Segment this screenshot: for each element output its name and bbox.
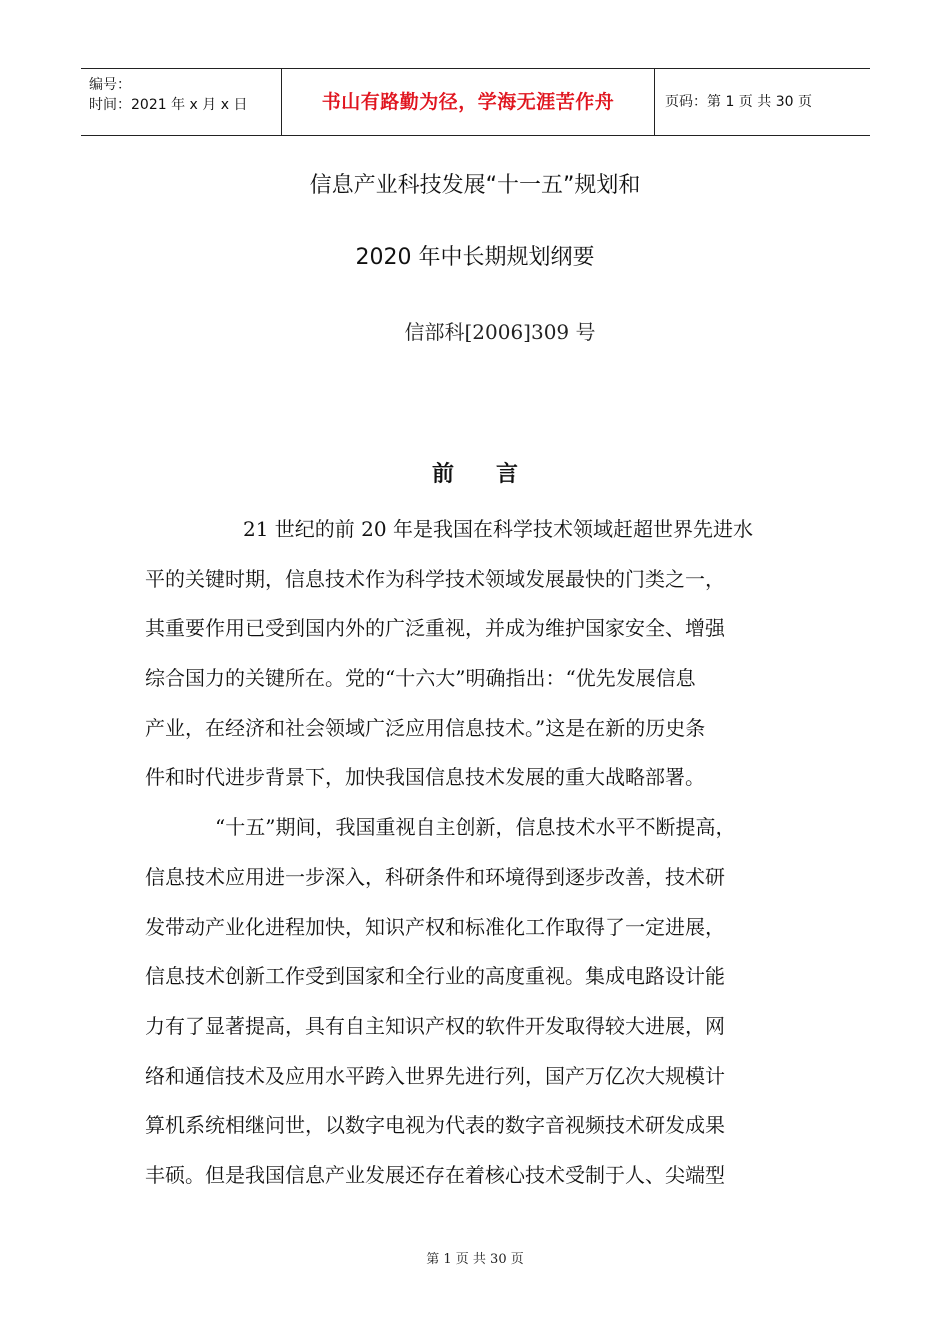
time-label: 时间：2021 年 x 月 x 日 [89, 97, 248, 113]
body-line: 丰硕。但是我国信息产业发展还存在着核心技术受制于人、尖端型 [145, 1162, 725, 1187]
body-line: 平的关键时期，信息技术作为科学技术领域发展最快的门类之一， [145, 566, 725, 591]
page-footer: 第 1 页 共 30 页 [426, 1252, 524, 1267]
document-title-line1: 信息产业科技发展“十一五”规划和 [309, 173, 641, 198]
body-line: 算机系统相继问世，以数字电视为代表的数字音视频技术研发成果 [145, 1113, 725, 1138]
body-line: 其重要作用已受到国内外的广泛重视，并成为维护国家安全、增强 [145, 616, 725, 641]
body-line: 力有了显著提高，具有自主知识产权的软件开发取得较大进展，网 [145, 1013, 725, 1038]
body-line: 发带动产业化进程加快，知识产权和标准化工作取得了一定进展， [145, 914, 725, 939]
section-heading: 前言 [431, 461, 560, 487]
header-motto: 书山有路勤为径，学海无涯苦作舟 [281, 69, 655, 135]
document-number: 信部科[2006]309 号 [404, 320, 596, 344]
body-line: “十五”期间，我国重视自主创新，信息技术水平不断提高， [215, 815, 736, 840]
body-line: 络和通信技术及应用水平跨入世界先进行列，国产万亿次大规模计 [145, 1063, 725, 1088]
body-line: 综合国力的关键所在。党的“十六大”明确指出：“优先发展信息 [145, 666, 696, 691]
body-line: 信息技术创新工作受到国家和全行业的高度重视。集成电路设计能 [145, 964, 725, 989]
document-title-line2: 2020 年中长期规划纲要 [355, 245, 595, 270]
header-page-info: 页码：第 1 页 共 30 页 [665, 94, 812, 110]
body-line: 信息技术应用进一步深入，科研条件和环境得到逐步改善，技术研 [145, 864, 725, 889]
number-label: 编号： [89, 77, 131, 93]
body-text [145, 505, 805, 1201]
body-line: 件和时代进步背景下，加快我国信息技术发展的重大战略部署。 [145, 765, 705, 790]
body-line: 产业，在经济和社会领域广泛应用信息技术。”这是在新的历史条 [145, 715, 706, 740]
document-header [81, 68, 870, 136]
body-line: 21 世纪的前 20 年是我国在科学技术领域赶超世界先进水 [243, 517, 753, 541]
header-meta [81, 69, 281, 135]
